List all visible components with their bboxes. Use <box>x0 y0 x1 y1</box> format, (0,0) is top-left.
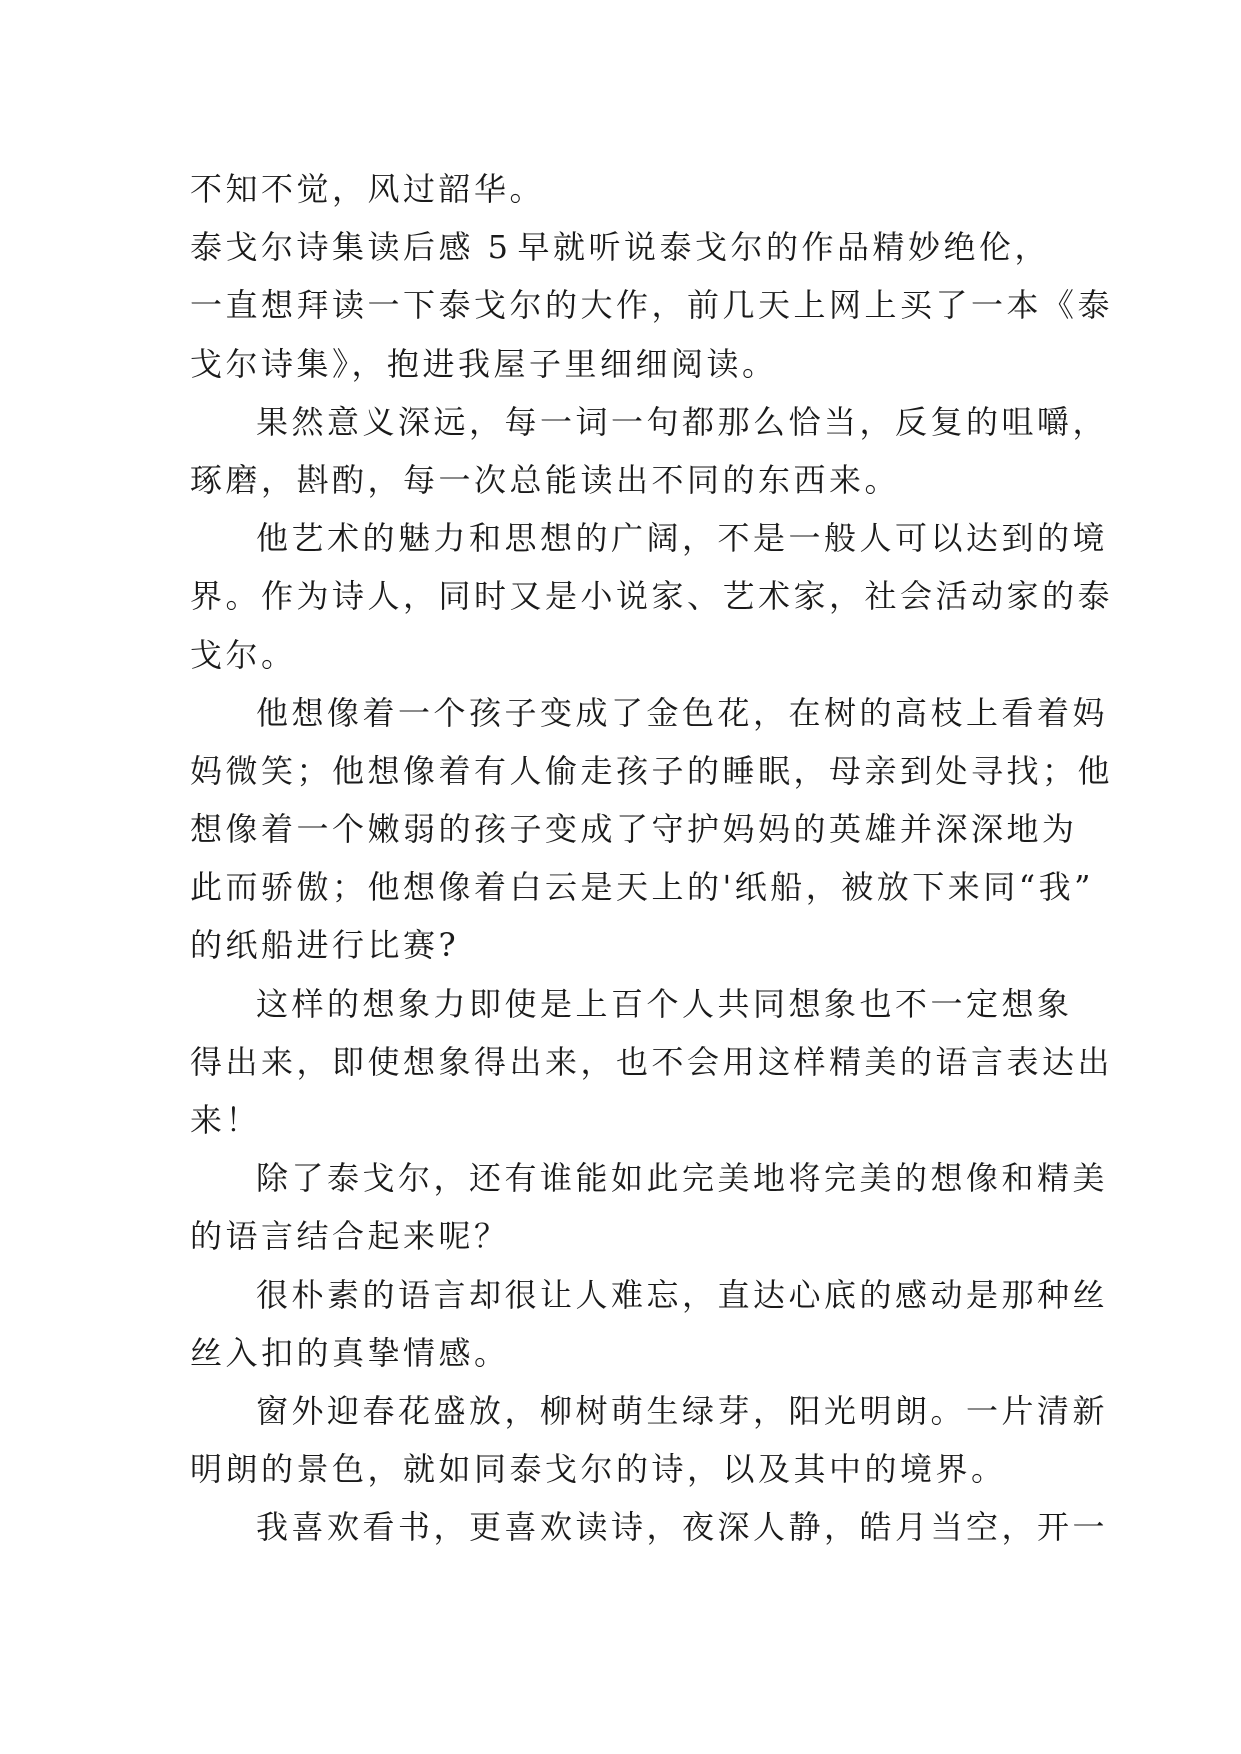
essay-title: 泰戈尔诗集读后感 5 <box>190 228 512 267</box>
paragraph-line: 他艺术的魅力和思想的广阔，不是一般人可以达到的境 <box>256 519 1109 558</box>
document-body <box>190 160 1114 1557</box>
paragraph-line: 一直想拜读一下泰戈尔的大作，前几天上网上买了一本《泰 <box>190 286 1114 325</box>
essay-heading-line <box>190 218 1050 276</box>
paragraph-line: 早就听说泰戈尔的作品精妙绝伦， <box>517 228 1050 267</box>
paragraph-line: 很朴素的语言却很让人难忘，直达心底的感动是那种丝 <box>256 1275 1109 1314</box>
paragraph-line: 果然意义深远，每一词一句都那么恰当，反复的咀嚼， <box>256 402 1109 441</box>
paragraph-line: 他想像着一个孩子变成了金色花，在树的高枝上看着妈 <box>256 693 1109 732</box>
paragraph-line: 琢磨，斟酌，每一次总能读出不同的东西来。 <box>190 460 901 499</box>
paragraph-line: 妈微笑；他想像着有人偷走孩子的睡眠，母亲到处寻找；他 <box>190 751 1114 790</box>
paragraph-line: 我喜欢看书，更喜欢读诗，夜深人静，皓月当空，开一 <box>256 1508 1109 1547</box>
paragraph-line: 明朗的景色，就如同泰戈尔的诗，以及其中的境界。 <box>190 1450 1007 1489</box>
paragraph-line: 除了泰戈尔，还有谁能如此完美地将完美的想像和精美 <box>256 1159 1109 1198</box>
paragraph-line: 窗外迎春花盛放，柳树萌生绿芽，阳光明朗。一片清新 <box>256 1391 1109 1430</box>
paragraph-line: 的纸船进行比赛? <box>190 926 460 965</box>
paragraph-line: 来！ <box>190 1101 262 1139</box>
paragraph-line: 界。作为诗人，同时又是小说家、艺术家，社会活动家的泰 <box>190 577 1114 616</box>
paragraph-line: 想像着一个嫩弱的孩子变成了守护妈妈的英雄并深深地为 <box>190 810 1078 849</box>
paragraph-line: 戈尔。 <box>190 635 297 674</box>
paragraph-line: 不知不觉，风过韶华。 <box>190 170 546 208</box>
paragraph-line: 此而骄傲；他想像着白云是天上的'纸船，被放下来同“我” <box>190 868 1095 907</box>
paragraph-line: 的语言结合起来呢？ <box>190 1217 510 1256</box>
paragraph-line: 戈尔诗集》，抱进我屋子里细细阅读。 <box>190 344 778 383</box>
paragraph-line: 这样的想象力即使是上百个人共同想象也不一定想象 <box>256 984 1073 1023</box>
paragraph-line: 得出来，即使想象得出来，也不会用这样精美的语言表达出 <box>190 1042 1114 1081</box>
paragraph-line: 丝入扣的真挚情感。 <box>190 1333 510 1372</box>
